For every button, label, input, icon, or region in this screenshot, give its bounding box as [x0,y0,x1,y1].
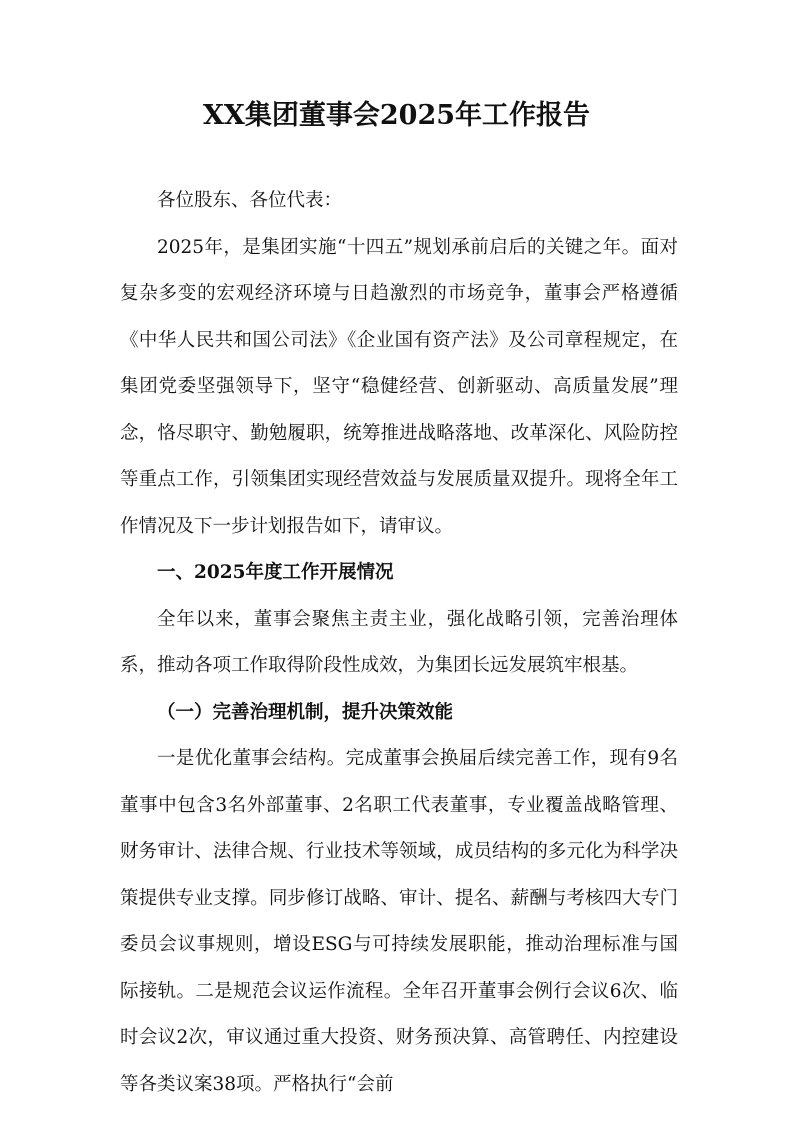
subsection-heading: （一）完善治理机制，提升决策效能 [157,701,454,723]
document-body [120,178,678,1108]
document-title: XX集团董事会2025年工作报告 [202,100,591,131]
intro-paragraph: 2025年，是集团实施“十四五”规划承前启后的关键之年。面对复杂多变的宏观经济环境与日趋激烈的市场竞争，董事会严格遵循《中华人民共和国公司法》《企业国有资产法》及公司章程规定，在集团党委坚强领导下，坚守“稳健经营、创新驱动、高质量发展”理念，恪尽职守、勤勉履职，统筹推进战略落地、改革深化、风险防控等重点工作，引领集团实现经营效益与发展质量双提升。现将全年工作情况及下一步计划报告如下，请审议。 [120,236,678,537]
section-intro-paragraph: 全年以来，董事会聚焦主责主业，强化战略引领，完善治理体系，推动各项工作取得阶段性成效，为集团长远发展筑牢根基。 [120,608,678,676]
salutation: 各位股东、各位代表： [157,190,343,211]
subsection-body-paragraph: 一是优化董事会结构。完成董事会换届后续完善工作，现有9名董事中包含3名外部董事、2名职工代表董事，专业覆盖战略管理、财务审计、法律合规、行业技术等领域，成员结构的多元化为科学决策提供专业支撑。同步修订战略、审计、提名、薪酬与考核四大专门委员会议事规则，增设ESG与可持续发展职能，推动治理标准与国际接轨。二是规范会议运作流程。全年召开董事会例行会议6次、临时会议2次，审议通过重大投资、财务预决算、高管聘任、内控建设等各类议案38项。严格执行“会前 [120,748,678,1095]
section-heading: 一、2025年度工作开展情况 [157,562,394,583]
